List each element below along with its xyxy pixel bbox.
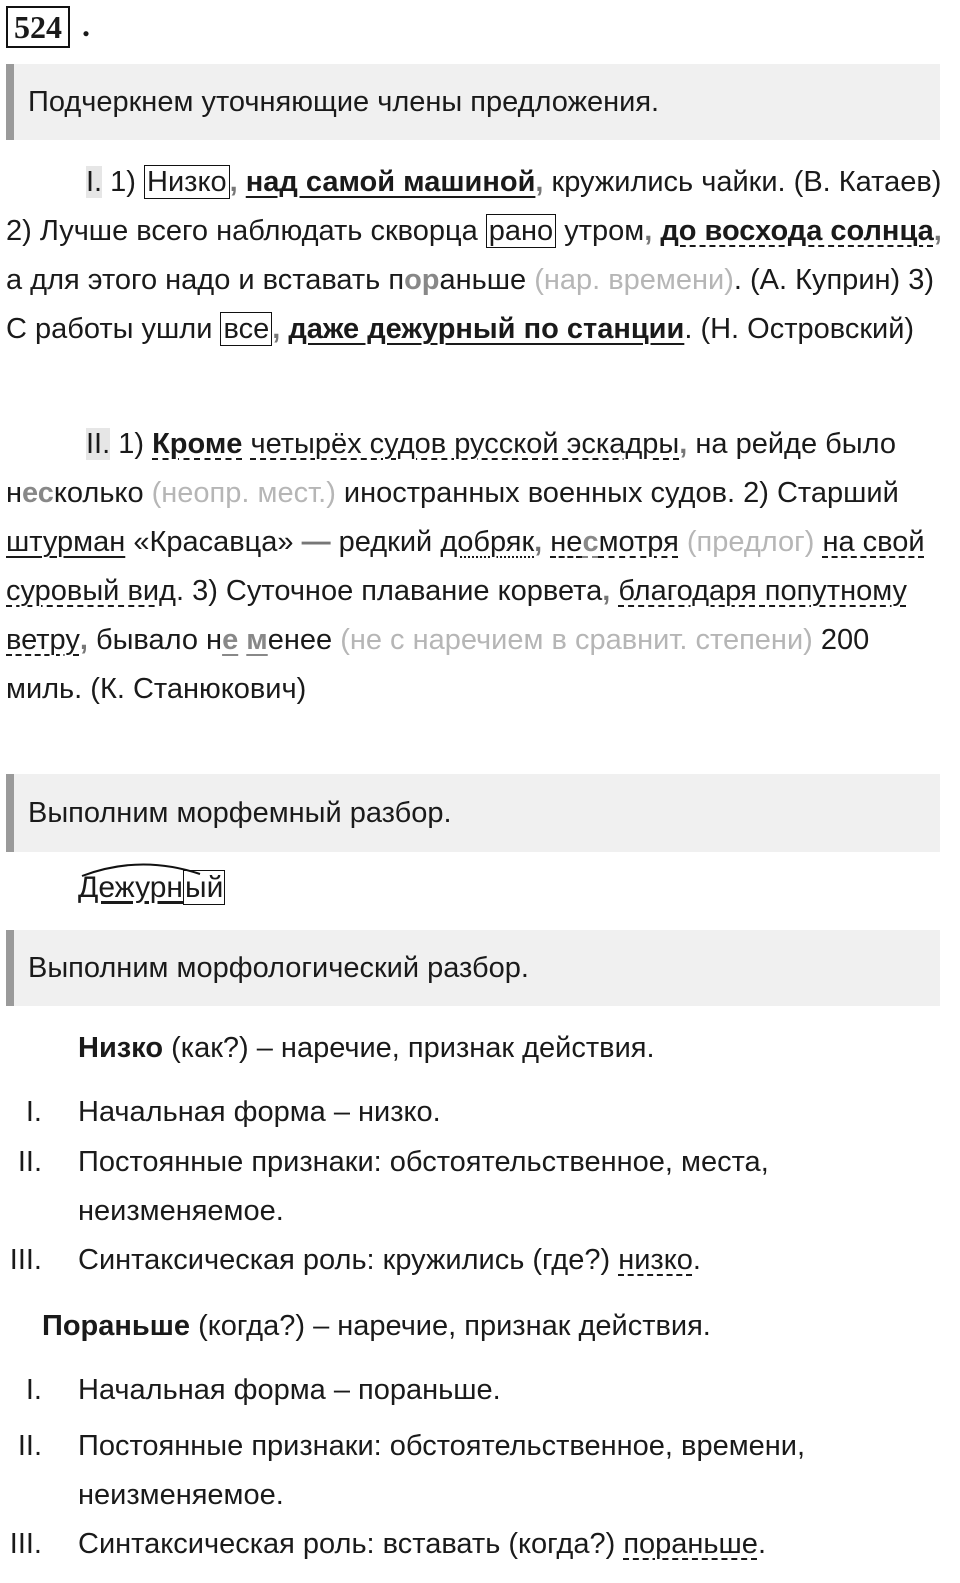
text: Синтаксическая роль: кружились (где?) bbox=[78, 1244, 619, 1276]
text: . bbox=[757, 1528, 766, 1560]
analysis-1-word: Низко bbox=[78, 1032, 164, 1064]
underlined-word: пораньше bbox=[623, 1528, 758, 1560]
task-band-1 bbox=[6, 64, 940, 140]
part-mark-1: I. bbox=[86, 166, 103, 198]
note: (предлог) bbox=[686, 526, 815, 558]
task-band-2-text: Выполним морфемный разбор. bbox=[28, 796, 452, 829]
text: редкий bbox=[330, 526, 441, 558]
root-mark: ес bbox=[22, 477, 54, 509]
text: «Красавца» bbox=[125, 526, 302, 558]
exercise-number: 524 bbox=[6, 6, 70, 48]
item-number: I. bbox=[25, 1096, 42, 1128]
text: . bbox=[692, 1244, 701, 1276]
comma: , bbox=[602, 575, 611, 607]
note: (не с наречием в сравнит. степени) bbox=[340, 624, 813, 656]
item-text: Начальная форма – низко. bbox=[78, 1096, 441, 1128]
text: на рейде было н bbox=[6, 428, 896, 509]
word-rano: рано bbox=[486, 214, 556, 248]
underlined-word: низко bbox=[618, 1244, 693, 1276]
word-nesmotrya-s: с bbox=[582, 526, 599, 558]
predicate: добряк bbox=[440, 526, 535, 558]
analysis-2-word: Пораньше bbox=[42, 1310, 191, 1342]
letter-mark: м bbox=[246, 624, 268, 656]
item-number: II. bbox=[17, 1146, 42, 1178]
clarifying-member: над самой машиной bbox=[245, 166, 536, 198]
text: 1) bbox=[102, 166, 145, 198]
paragraph-2 bbox=[6, 420, 946, 714]
item-number: II. bbox=[17, 1430, 42, 1462]
root-mark: ор bbox=[404, 264, 440, 296]
note: (неопр. мест.) bbox=[151, 477, 336, 509]
letter-mark: е bbox=[222, 624, 239, 656]
item-text: Постоянные признаки: обстоятельственное, места, неизменяемое. bbox=[78, 1146, 769, 1227]
comma: , bbox=[229, 166, 238, 198]
dash: — bbox=[301, 526, 331, 558]
item-text: Постоянные признаки: обстоятельственное, времени, неизменяемое. bbox=[78, 1430, 806, 1511]
text: . (Н. Островский) bbox=[684, 313, 915, 345]
task-band-3-text: Выполним морфологический разбор. bbox=[28, 951, 529, 984]
item-number: III. bbox=[9, 1528, 42, 1560]
clarifying-member: на свой суровый вид bbox=[6, 526, 925, 607]
word-root: Дежурн bbox=[78, 871, 183, 904]
text: (как?) – наречие, признак действия. bbox=[163, 1032, 655, 1064]
word-vse: все bbox=[220, 312, 272, 346]
clarifying-member: до восхода солнца bbox=[660, 215, 934, 247]
text: иностранных военных судов. 2) Старший bbox=[335, 477, 899, 509]
analysis-2-heading bbox=[42, 1302, 711, 1351]
comma: , bbox=[535, 166, 544, 198]
clarifying-member: благодаря попутному ветру bbox=[6, 575, 907, 656]
text: . 3) Суточное плавание корвета bbox=[175, 575, 603, 607]
text: аньше bbox=[439, 264, 535, 296]
text: . (А. Куприн) 3) С работы ушли bbox=[6, 264, 935, 345]
task-band-1-text: Подчеркнем уточняющие члены предложения. bbox=[28, 85, 660, 118]
clarifying-member: даже дежурный по станции bbox=[288, 313, 685, 345]
part-mark-2: II. bbox=[86, 428, 111, 460]
clarifying-member: четырёх судов русской эскадры bbox=[250, 428, 680, 460]
exercise-number-dot: . bbox=[82, 7, 90, 43]
comma: , bbox=[272, 313, 281, 345]
comma: , bbox=[644, 215, 653, 247]
analysis-1-heading bbox=[78, 1024, 655, 1073]
item-text bbox=[78, 1520, 938, 1569]
text: (когда?) – наречие, признак действия. bbox=[190, 1310, 711, 1342]
text: колько bbox=[53, 477, 152, 509]
text: енее bbox=[267, 624, 341, 656]
text bbox=[679, 526, 687, 558]
word-nizko: Низко bbox=[144, 165, 230, 199]
task-band-3 bbox=[6, 930, 940, 1006]
word-nesmotrya-rest: мотря bbox=[598, 526, 679, 558]
comma: , bbox=[534, 526, 543, 558]
item-text bbox=[78, 1236, 938, 1285]
item-text: Начальная форма – пораньше. bbox=[78, 1374, 501, 1406]
text: кружились чайки. (В. Катаев) 2) Лучше всего наблюдать скворца bbox=[6, 166, 942, 247]
morpheme-analysis bbox=[78, 868, 225, 908]
item-number: III. bbox=[9, 1244, 42, 1276]
comma: , bbox=[679, 428, 688, 460]
text: бывало н bbox=[87, 624, 223, 656]
note: (нар. времени) bbox=[534, 264, 734, 296]
text: 1) bbox=[110, 428, 153, 460]
preposition: Кроме bbox=[152, 428, 243, 460]
item-number: I. bbox=[25, 1374, 42, 1406]
text: а для этого надо и вставать п bbox=[6, 264, 405, 296]
text: утром bbox=[556, 215, 645, 247]
comma: , bbox=[933, 215, 942, 247]
word-nesmotrya-ne: не bbox=[550, 526, 583, 558]
task-band-2 bbox=[6, 774, 940, 852]
paragraph-1 bbox=[6, 158, 946, 354]
text: Синтаксическая роль: вставать (когда?) bbox=[78, 1528, 624, 1560]
comma: , bbox=[79, 624, 88, 656]
subject: штурман bbox=[6, 526, 126, 558]
word-ending: ый bbox=[185, 871, 224, 904]
text: 200 миль. (К. Станюкович) bbox=[6, 624, 870, 705]
